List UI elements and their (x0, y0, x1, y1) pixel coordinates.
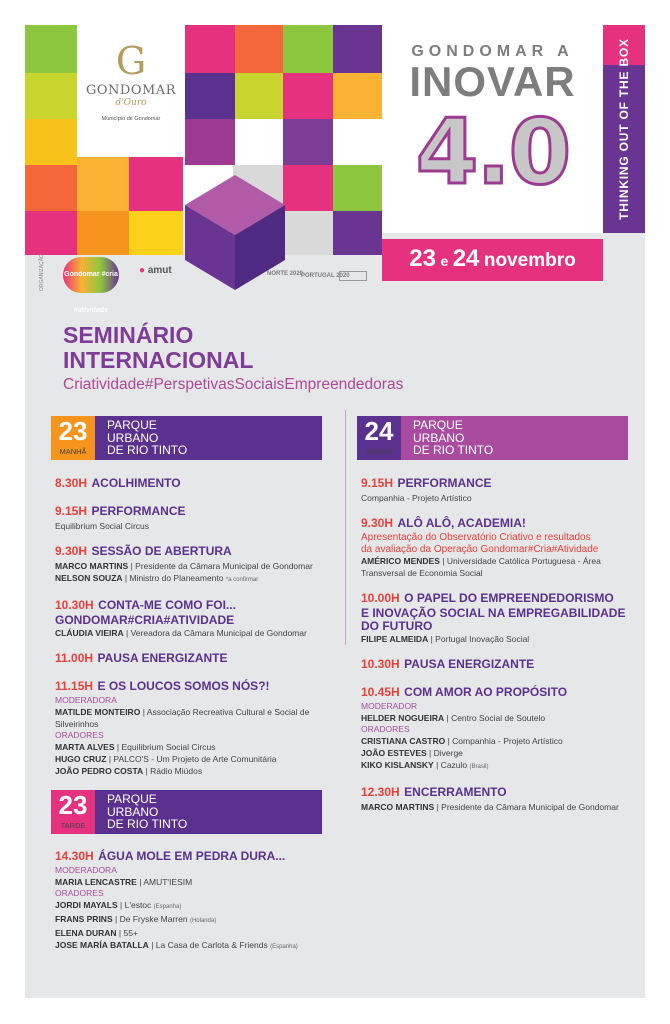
role-label: ORADORES (361, 724, 410, 734)
item-title: COM AMOR AO PROPÓSITO (404, 685, 568, 699)
participant-role: | Portugal Inovação Social (430, 634, 530, 644)
sponsors-bar (39, 251, 369, 314)
day-location (95, 416, 322, 460)
item-title: PAUSA ENERGIZANTE (97, 651, 228, 665)
item-title: ENCERRAMENTO (404, 785, 507, 799)
item-time: 10.30H (361, 657, 400, 671)
day1-afternoon-schedule (55, 847, 340, 963)
event-title-line2: INOVAR (409, 58, 576, 105)
participant-row (55, 627, 340, 639)
date-month: novembro (483, 250, 576, 271)
participant-name: MARCO MARTINS (55, 561, 129, 571)
item-time: 10.45H (361, 685, 400, 699)
participant-row (55, 560, 340, 572)
tile (185, 119, 235, 165)
participant-row (55, 939, 340, 953)
role-label: ORADORES (55, 730, 104, 740)
participant-role: | Companhia - Projeto Artístico (447, 736, 563, 746)
seminar-title-line1: SEMINÁRIO (63, 322, 194, 348)
participant-name: CRISTIANA CASTRO (361, 736, 446, 746)
item-time: 12.30H (361, 785, 400, 799)
day1-afternoon-header (51, 790, 322, 834)
participant-name: CLÁUDIA VIEIRA (55, 628, 124, 638)
day-location (401, 416, 628, 460)
item-title: O PAPEL DO EMPREENDEDORISMO (404, 591, 614, 605)
participant-role: | Diverge (429, 748, 463, 758)
participant-row (361, 633, 633, 645)
participant-row (361, 712, 633, 724)
item-description: da avaliação da Operação Gondomar#Cria#Atividade (361, 543, 599, 555)
participant-role: | Associação Recreativa Cultural e Social de Silveirinhos (55, 707, 310, 729)
item-title: ALÔ ALÔ, ACADEMIA! (397, 516, 526, 530)
item-time: 9.30H (361, 516, 394, 530)
item-title: SESSÃO DE ABERTURA (91, 544, 232, 558)
day-number: 24 (364, 416, 394, 446)
item-time: 9.30H (55, 544, 88, 558)
participant-country: (Espanha) (153, 904, 182, 910)
location-line: PARQUE (107, 418, 157, 432)
participant-name: HUGO CRUZ (55, 754, 107, 764)
organization-label: ORGANIZAÇÃO (39, 254, 45, 291)
participant-row (55, 876, 340, 888)
location-line: URBANO (107, 430, 159, 445)
tile (333, 119, 382, 165)
participant-country: (Brasil) (469, 764, 489, 770)
schedule-item (55, 502, 340, 532)
schedule-item (55, 649, 340, 667)
schedule-item (55, 542, 340, 586)
tile (77, 211, 129, 255)
tile (235, 119, 283, 165)
confirmation-note: *a confirmar (225, 577, 259, 583)
location-line: URBANO (413, 430, 465, 445)
participant-name: MARCO MARTINS (361, 802, 435, 812)
participant-role: | Vereadora da Câmara Municipal de Gondomar (126, 628, 307, 638)
day-location (95, 790, 322, 834)
participant-row (361, 747, 633, 759)
gondomar-logo (77, 25, 185, 157)
item-time: 10.30H (55, 598, 94, 612)
schedule-item (55, 677, 340, 777)
participant-name: ELENA DURAN (55, 928, 117, 938)
day-badge (51, 416, 95, 460)
participant-row (55, 572, 340, 586)
item-title: E OS LOUCOS SOMOS NÓS?! (97, 679, 270, 693)
participant-country: (Espanha) (270, 944, 298, 950)
participant-role: | De Fryske Marren (115, 914, 188, 924)
participant-row (55, 913, 340, 927)
participant-role: | Equilibrium Social Circus (116, 742, 216, 752)
schedule-item (361, 589, 633, 645)
participant-name: MARIA LENCASTRE (55, 877, 137, 887)
tile (283, 73, 333, 119)
portugal-2020-logo: PORTUGAL 2020 (301, 273, 350, 279)
participant-row (55, 927, 340, 939)
location-line: DE RIO TINTO (107, 443, 188, 457)
tile (25, 211, 77, 255)
tile (77, 157, 129, 211)
day-period: MANHÃ (59, 447, 87, 456)
schedule-item (361, 474, 633, 504)
participant-role: | PALCO'S - Um Projeto de Arte Comunitária (108, 754, 277, 764)
participant-role: | Presidente da Câmara Municipal de Gondomar (436, 802, 619, 812)
logo-sub: d'Ouro (115, 98, 147, 108)
participant-row (361, 759, 633, 773)
amut-logo: ● amut (139, 265, 172, 276)
day-period: TARDE (60, 821, 86, 830)
logo-emblem-icon: G (115, 39, 147, 83)
participant-role: | Centro Social de Soutelo (446, 713, 546, 723)
item-title: ÁGUA MOLE EM PEDRA DURA... (98, 849, 286, 863)
tile (185, 73, 235, 119)
participant-name: MARTA ALVES (55, 742, 115, 752)
participant-name: NELSON SOUZA (55, 573, 123, 583)
poster (25, 25, 645, 998)
item-time: 10.00H (361, 591, 400, 605)
participant-row (55, 741, 340, 753)
event-version: 4.0 (415, 100, 570, 205)
day2-header (357, 416, 628, 460)
event-title-line1: GONDOMAR A (411, 43, 574, 60)
tile (25, 73, 77, 119)
tagline-strip (603, 25, 645, 233)
amut-label: amut (147, 265, 172, 276)
item-title: PERFORMANCE (91, 504, 186, 518)
tile (283, 25, 333, 73)
participant-row (361, 801, 633, 813)
participant-role: | AMUT'IESIM (139, 877, 193, 887)
seminar-subtitle: Criatividade#PerspetivasSociaisEmpreendedoras (63, 376, 404, 393)
participant-row (55, 899, 340, 913)
location-line: PARQUE (413, 418, 463, 432)
tile (333, 25, 382, 73)
tile (333, 165, 382, 211)
date-b: 24 (452, 245, 480, 272)
schedule-item (361, 783, 633, 813)
participant-country: (Holanda) (189, 918, 217, 924)
tile (235, 25, 283, 73)
day-number: 23 (58, 790, 88, 820)
participant-role: | La Casa de Carlota & Friends (151, 940, 268, 950)
schedule-item (361, 683, 633, 773)
logo-municipality: Município de Gondomar (101, 116, 161, 122)
role-label: MODERADOR (361, 701, 418, 711)
participant-role: | Presidente da Câmara Municipal de Gondomar (130, 561, 313, 571)
item-time: 11.15H (55, 679, 94, 693)
event-dates (382, 239, 603, 281)
location-line: DE RIO TINTO (413, 443, 494, 457)
participant-name: JOÃO ESTEVES (361, 748, 427, 758)
tile (333, 73, 382, 119)
participant-role: | L'estoc (120, 900, 152, 910)
norte-2020-logo: NORTE 2020 (267, 271, 304, 277)
date-conj: e (440, 253, 449, 269)
location-line: URBANO (107, 804, 159, 819)
column-divider (345, 410, 346, 645)
role-label: MODERADORA (55, 865, 117, 875)
tile (25, 165, 77, 211)
participant-name: MATILDE MONTEIRO (55, 707, 141, 717)
participant-role: | Universidade Católica Portuguesa - Área Transversal de Economia Social (361, 556, 601, 578)
item-time: 9.15H (361, 476, 394, 490)
participant-row (55, 765, 340, 777)
participant-name: KIKO KISLANSKY (361, 760, 434, 770)
participant-row (361, 555, 633, 579)
schedule-item (361, 655, 633, 673)
item-title-line2: E INOVAÇÃO SOCIAL NA EMPREGABILIDADE (361, 606, 626, 620)
schedule-item (361, 514, 633, 579)
location-line: DE RIO TINTO (107, 817, 188, 831)
seminar-title (63, 323, 253, 373)
participant-name: JOÃO PEDRO COSTA (55, 766, 144, 776)
day-badge (357, 416, 401, 460)
date-a: 23 (409, 245, 436, 272)
role-label: ORADORES (55, 888, 104, 898)
day-number: 23 (58, 416, 88, 446)
schedule-item (55, 596, 340, 639)
tile (333, 211, 382, 255)
participant-name: FILIPE ALMEIDA (361, 634, 429, 644)
item-title: CONTA-ME COMO FOI... (98, 598, 236, 612)
participant-row (55, 753, 340, 765)
participant-name: JORDI MAYALS (55, 900, 118, 910)
seminar-title-line2: INTERNACIONAL (63, 347, 254, 373)
participant-name: FRANS PRINS (55, 914, 113, 924)
item-title: PERFORMANCE (397, 476, 492, 490)
item-time: 9.15H (55, 504, 88, 518)
participant-role: | Ministro do Planeamento (124, 573, 224, 583)
location-line: PARQUE (107, 792, 157, 806)
item-title: ACOLHIMENTO (91, 476, 181, 490)
item-time: 14.30H (55, 849, 94, 863)
day1-morning-header (51, 416, 322, 460)
participant-role: | Rádio Miúdos (145, 766, 203, 776)
tile (25, 119, 77, 165)
tile (25, 25, 77, 73)
participant-row (361, 735, 633, 747)
item-participant: Companhia - Projeto Artístico (361, 493, 472, 503)
eu-flag-icon (339, 271, 367, 281)
schedule-item (55, 474, 340, 492)
tile (235, 73, 283, 119)
day-period: MANHÃ (365, 447, 393, 456)
tile (283, 119, 333, 165)
item-time: 8.30H (55, 476, 88, 490)
item-title-line2: GONDOMAR#CRIA#ATIVIDADE (55, 613, 235, 627)
item-description: Apresentação do Observatório Criativo e resultados (361, 532, 591, 543)
participant-name: AMÉRICO MENDES (361, 556, 440, 566)
day-badge (51, 790, 95, 834)
participant-role: | Cazulo (436, 760, 468, 770)
day1-morning-schedule (55, 474, 340, 787)
logo-name: GONDOMAR (86, 83, 176, 98)
participant-role: | 55+ (118, 928, 138, 938)
day2-schedule (361, 474, 633, 823)
cria-atividade-logo: Gondomar #cria #atividade (63, 257, 119, 293)
event-title-box (382, 25, 603, 233)
tile (185, 25, 235, 73)
tagline: THINKING OUT OF THE BOX (617, 38, 631, 220)
role-label: MODERADORA (55, 695, 117, 705)
participant-name: JOSE MARÍA BATALLA (55, 940, 149, 950)
item-title: PAUSA ENERGIZANTE (404, 657, 535, 671)
item-time: 11.00H (55, 651, 94, 665)
schedule-item (55, 847, 340, 953)
participant-name: HELDER NOGUEIRA (361, 713, 445, 723)
item-title-line3: DO FUTURO (361, 619, 433, 633)
participant-row (55, 706, 340, 730)
item-participant: Equilibrium Social Circus (55, 521, 150, 531)
